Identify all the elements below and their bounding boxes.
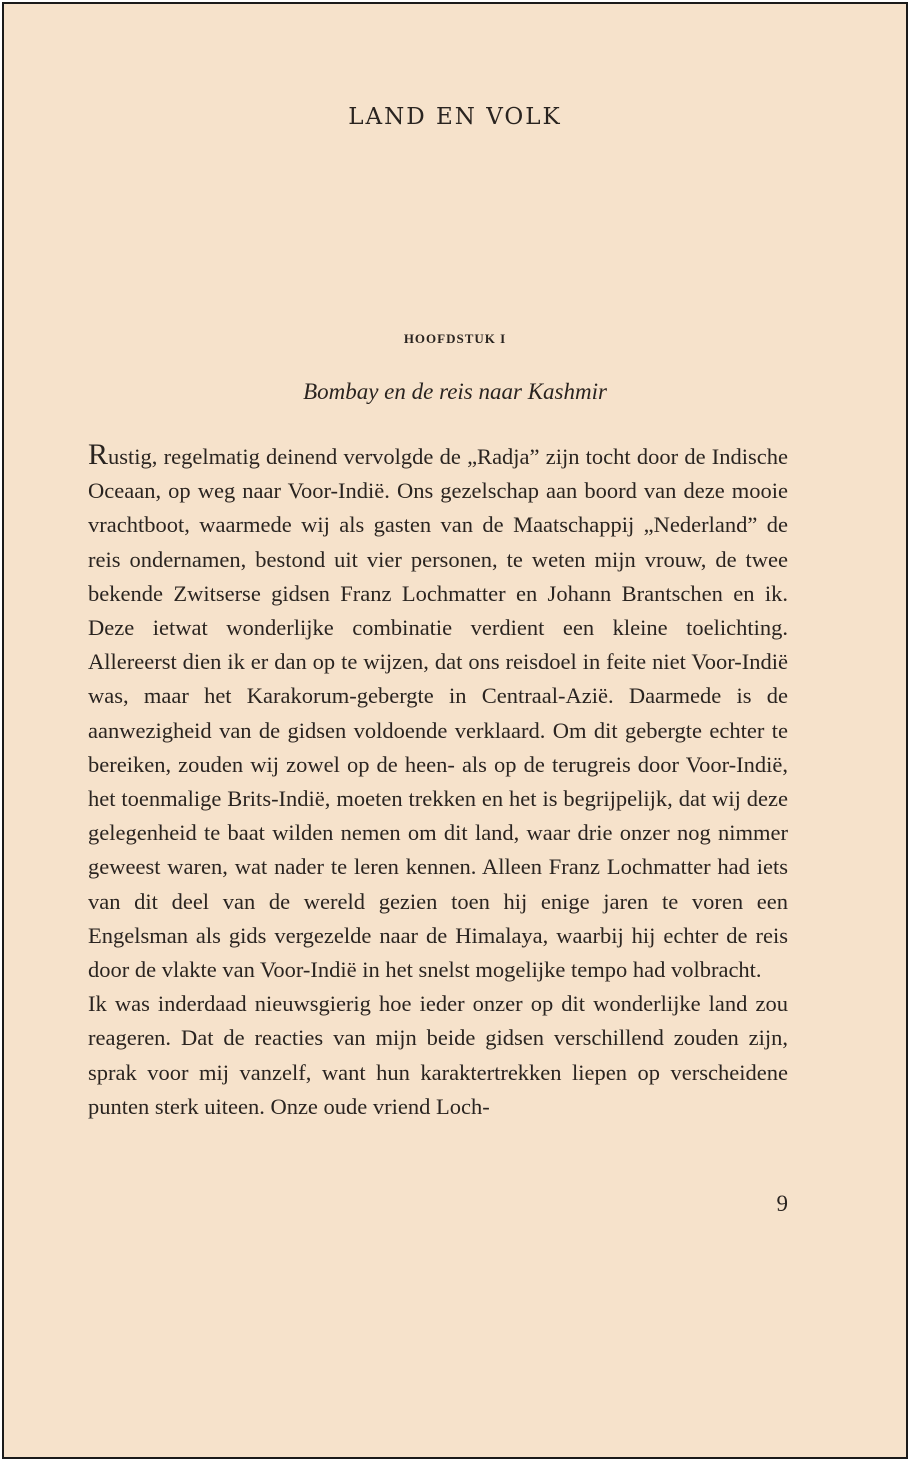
paragraph-1 xyxy=(88,440,788,987)
initial-letter: R xyxy=(88,438,109,471)
chapter-title: Bombay en de reis naar Kashmir xyxy=(303,379,607,404)
body-text xyxy=(88,440,788,1124)
paragraph-2: Ik was inderdaad nieuwsgierig hoe ieder onzer op dit wonderlijke land zou reageren. Dat de reacties van mijn beide gidsen verschillend zouden zijn, sprak voor mij vanzelf, want hun karaktertrekken liepen op verscheidene punten sterk uiteen. Onze oude vriend Loch- xyxy=(88,991,788,1119)
paragraph-1-text: ustig, regelmatig deinend vervolgde de „Radja” zijn tocht door de Indische Oceaan, op weg naar Voor-Indië. Ons gezelschap aan boord van deze mooie vrachtboot, waarmede wij als gasten van de Maatschappij „Nederland” de reis ondernamen, bestond uit vier personen, te weten mijn vrouw, de twee bekende Zwitserse gidsen Franz Lochmatter en Johann Brantschen en ik. Deze ietwat wonderlijke combinatie verdient een kleine toelichting. Allereerst dien ik er dan op te wijzen, dat ons reisdoel in feite niet Voor-Indië was, maar het Karakorum-gebergte in Centraal-Azië. Daarmede is de aanwezigheid van de gidsen voldoende verklaard. Om dit gebergte echter te bereiken, zouden wij zowel op de heen- als op de terugreis door Voor-Indië, het toenmalige Brits-Indië, moeten trekken en het is begrijpelijk, dat wij deze gelegenheid te baat wilden nemen om dit land, waar drie onzer nog nimmer geweest waren, wat nader te leren kennen. Alleen Franz Lochmatter had iets van dit deel van de wereld gezien toen hij enige jaren te voren een Engelsman als gids vergezelde naar de Himalaya, waarbij hij echter de reis door de vlakte van Voor-Indië in het snelst mogelijke tempo had volbracht. xyxy=(88,444,788,983)
chapter-number: HOOFDSTUK I xyxy=(403,331,507,346)
running-head: LAND EN VOLK xyxy=(348,104,562,130)
book-page xyxy=(2,2,908,1459)
page-number: 9 xyxy=(776,1191,788,1216)
